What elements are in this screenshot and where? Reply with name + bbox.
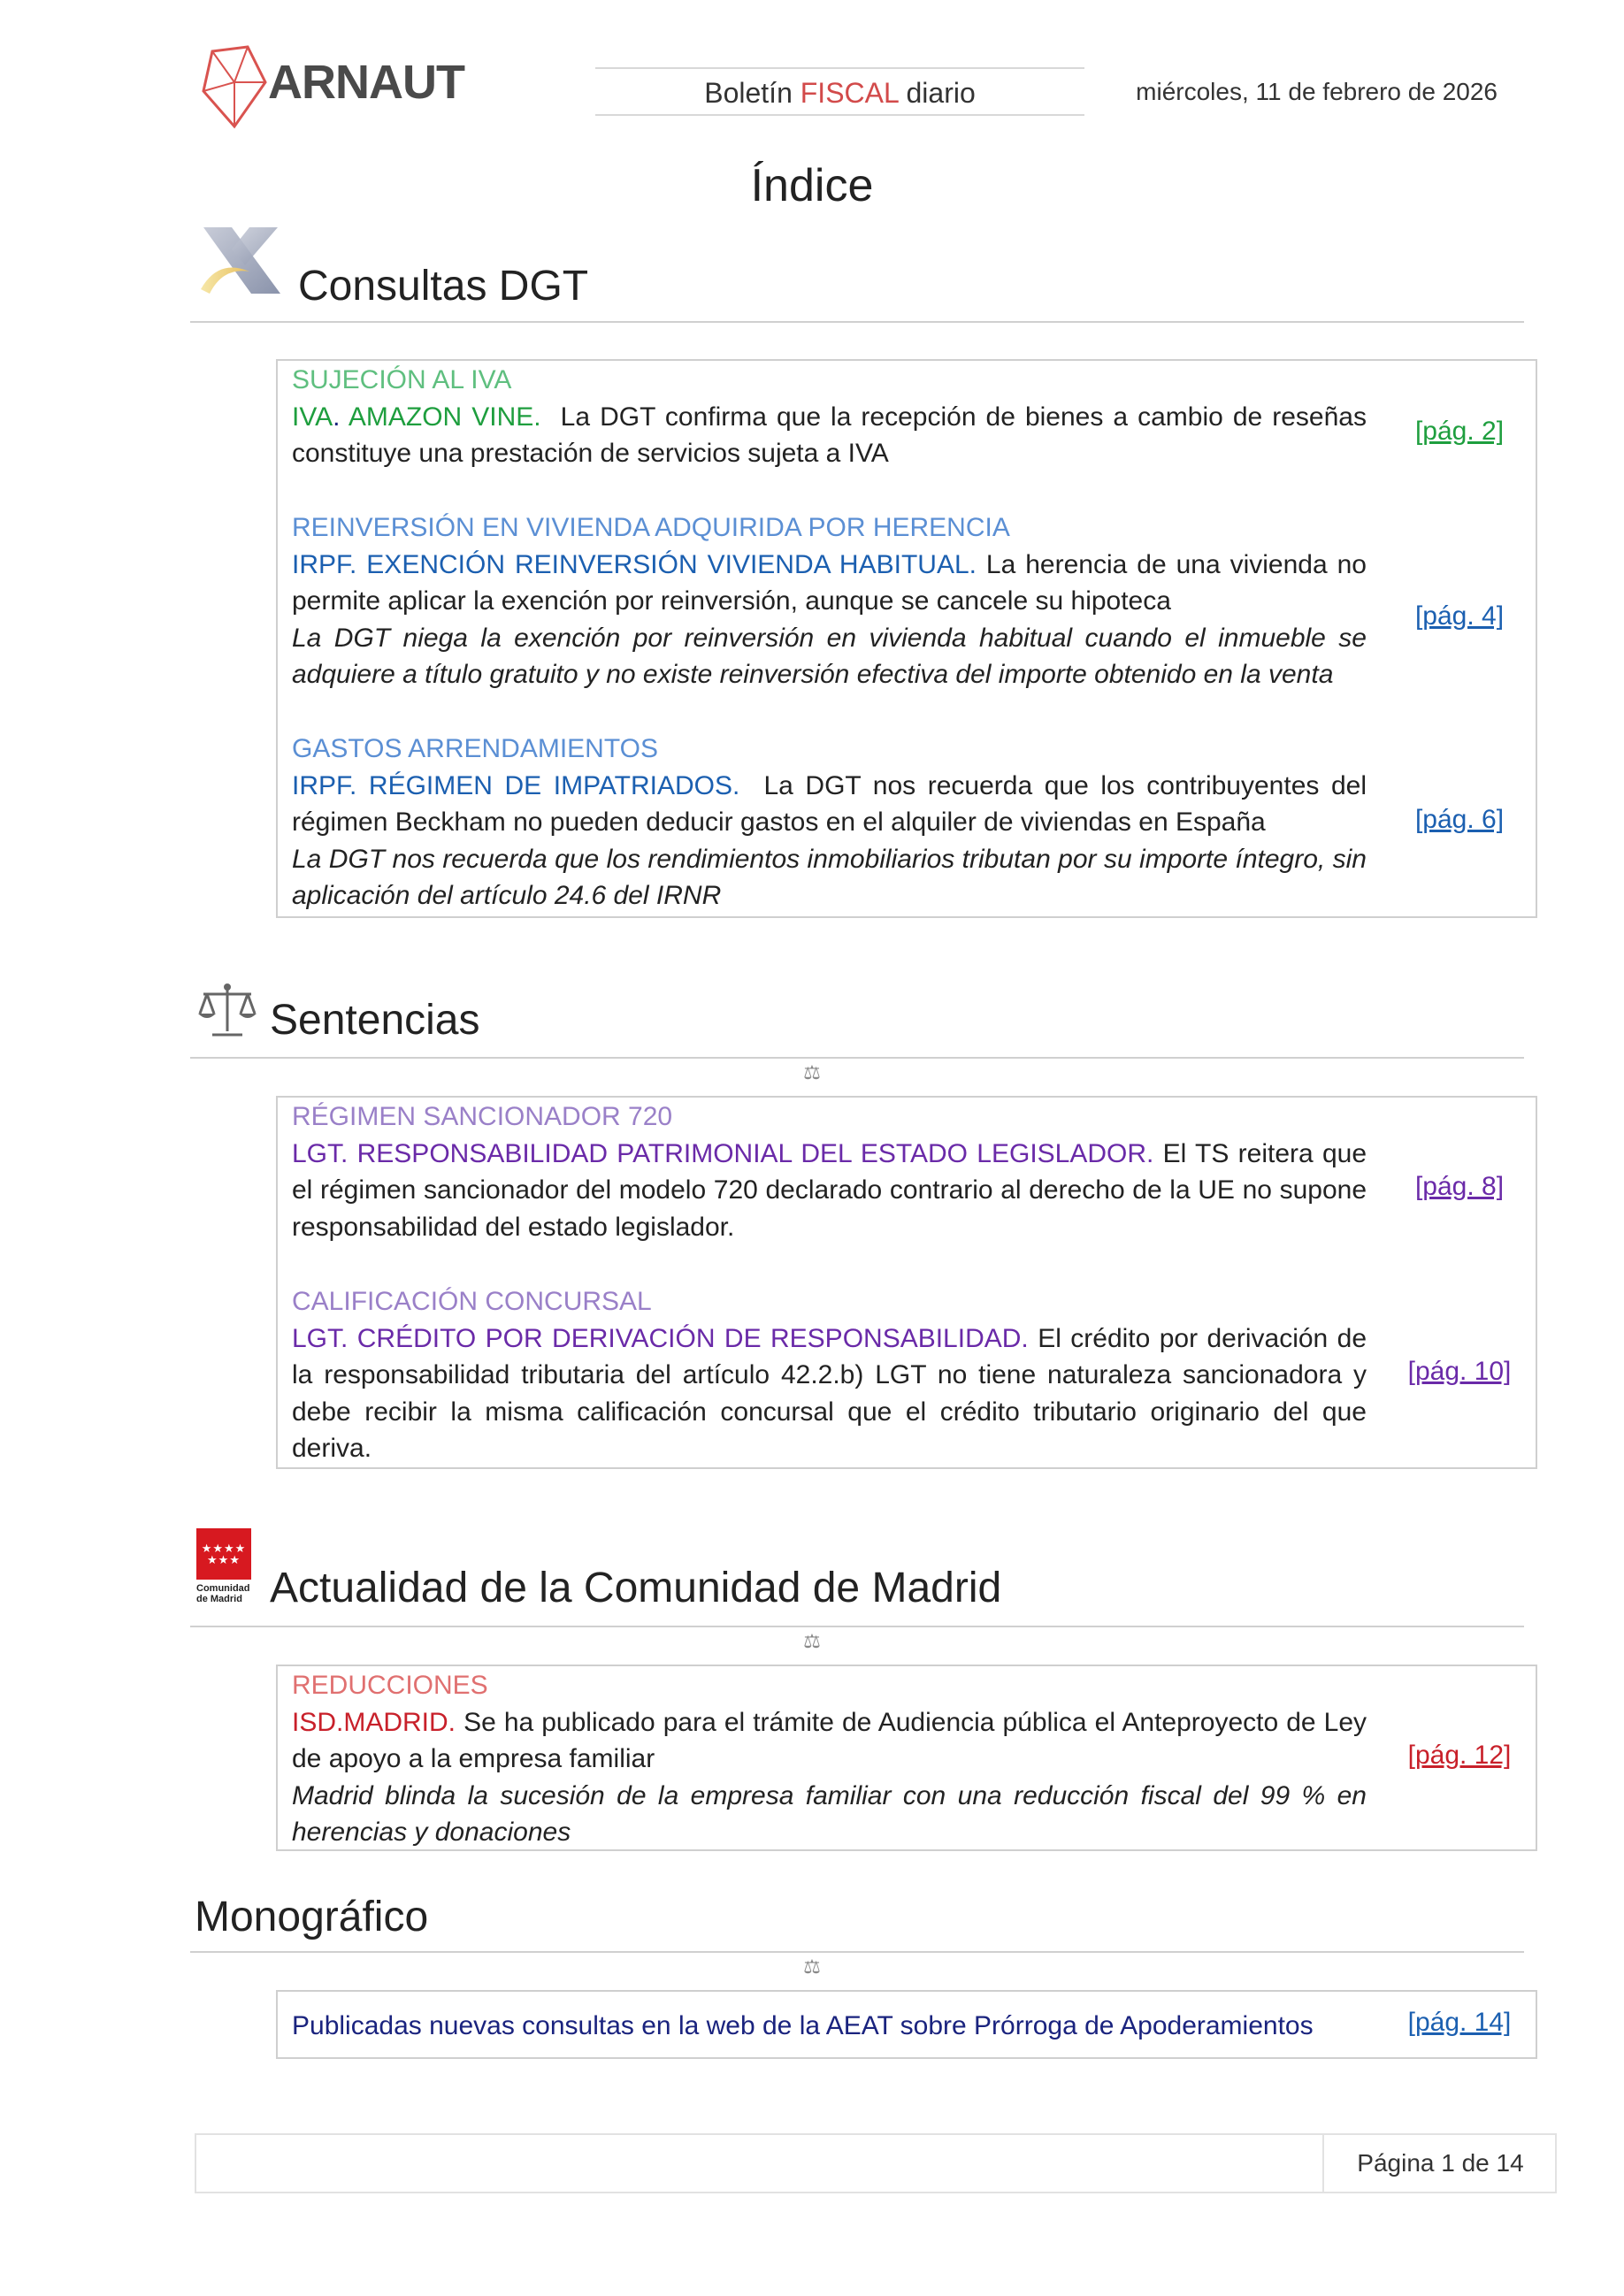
flag-red-field <box>196 1528 251 1580</box>
list-item <box>292 1667 1367 1851</box>
logo-text: ARNAUT <box>268 56 464 109</box>
entry-category: REINVERSIÓN EN VIVIENDA ADQUIRIDA POR HERENCIA <box>292 513 1010 542</box>
list-item: SUJECIÓN AL IVA IVA. AMAZON VINE. La DGT confirma que la recepción de bienes a cambio de reseñas constituye una prestación de servicios sujeta a IVA <box>292 362 1367 472</box>
divider-scales-icon: ⚖ <box>803 1630 821 1652</box>
list-item <box>292 731 1367 915</box>
entry-text: La DGT confirma que la recepción de bienes a cambio de reseñas constituye una prestación de servicios sujeta a IVA <box>292 402 1367 468</box>
entry-lead: LGT. CRÉDITO POR DERIVACIÓN DE RESPONSABILIDAD. <box>292 1323 1029 1353</box>
page-link[interactable]: [pág. 4] <box>1414 601 1505 631</box>
entry-text: La herencia de una vivienda no permite aplicar la exención por reinversión, aunque se cancele su hipoteca <box>292 549 1367 616</box>
section-title-monografico: Monográfico <box>195 1894 429 1940</box>
entry-category: GASTOS ARRENDAMIENTOS <box>292 734 658 763</box>
aeat-logo-icon <box>196 223 285 301</box>
page-link[interactable]: [pág. 2] <box>1414 417 1505 446</box>
entry-italic: La DGT niega la exención por reinversión en vivienda habitual cuando el inmueble se adquiere a título gratuito y no existe reinversión efectiva del importe obtenido en la venta <box>292 623 1367 689</box>
section-divider <box>190 1951 1524 1953</box>
entry-text: Se ha publicado para el trámite de Audiencia pública el Anteproyecto de Ley de apoyo a la empresa familiar <box>292 1707 1367 1773</box>
page-link[interactable]: [pág. 6] <box>1414 805 1505 834</box>
entry-text: La DGT nos recuerda que los contribuyentes del régimen Beckham no pueden deducir gastos en el alquiler de viviendas en España <box>292 770 1367 837</box>
entry-text: El crédito por derivación de la responsabilidad tributaria del artículo 42.2.b) LGT no tiene naturaleza sancionadora y debe recibir la misma calificación concursal que el crédito tributario originario del que deriva. <box>292 1323 1367 1463</box>
section-title-madrid: Actualidad de la Comunidad de Madrid <box>270 1565 1002 1611</box>
flag-caption: Comunidad de Madrid <box>196 1583 250 1604</box>
entry-italic: Madrid blinda la sucesión de la empresa familiar con una reducción fiscal del 99 % en herencias y donaciones <box>292 1780 1367 1847</box>
section-divider <box>190 1057 1524 1059</box>
bulletin-title: Boletín FISCAL diario <box>595 67 1084 116</box>
entry-category: CALIFICACIÓN CONCURSAL <box>292 1287 652 1316</box>
page-link[interactable]: [pág. 10] <box>1407 1357 1512 1386</box>
list-item <box>292 509 1367 693</box>
section-divider <box>190 321 1524 323</box>
page-number: Página 1 de 14 <box>1357 2149 1524 2177</box>
divider-scales-icon: ⚖ <box>803 1061 821 1083</box>
list-item <box>292 1098 1367 1245</box>
comunidad-madrid-flag-icon <box>196 1528 255 1608</box>
entry-italic: La DGT nos recuerda que los rendimientos inmobiliarios tributan por su importe íntegro, sin aplicación del artículo 24.6 del IRNR <box>292 844 1367 910</box>
divider-scales-icon: ⚖ <box>803 1955 821 1978</box>
entry-lead-a: IVA <box>292 402 333 432</box>
entry-lead-b: AMAZON VINE. <box>340 402 541 432</box>
scales-icon <box>196 982 258 1040</box>
list-item: Publicadas nuevas consultas en la web de la AEAT sobre Prórroga de Apoderamientos <box>292 2011 1314 2040</box>
stars-icon: ★★★★ ★★★ <box>201 1542 247 1566</box>
company-logo <box>199 42 270 131</box>
entry-lead: IRPF. RÉGIMEN DE IMPATRIADOS. <box>292 770 740 800</box>
page-link[interactable]: [pág. 12] <box>1407 1741 1512 1770</box>
bulletin-date: miércoles, 11 de febrero de 2026 <box>1136 78 1498 105</box>
entry-lead: LGT. RESPONSABILIDAD PATRIMONIAL DEL ESTADO LEGISLADOR. <box>292 1138 1154 1168</box>
entry-lead: IRPF. EXENCIÓN REINVERSIÓN VIVIENDA HABITUAL. <box>292 549 977 579</box>
page-link[interactable]: [pág. 14] <box>1407 2008 1512 2037</box>
entry-category: REDUCCIONES <box>292 1671 488 1700</box>
page-title: Índice <box>750 160 874 211</box>
entry-lead: ISD.MADRID. <box>292 1707 456 1737</box>
entry-text: El TS reitera que el régimen sancionador del modelo 720 declarado contrario al derecho de la UE no supone responsabilidad del estado legislador. <box>292 1138 1367 1242</box>
section-title-sentencias: Sentencias <box>270 997 480 1044</box>
entry-category: RÉGIMEN SANCIONADOR 720 <box>292 1102 673 1131</box>
section-title-consultas-dgt: Consultas DGT <box>298 263 589 310</box>
entry-category: SUJECIÓN AL IVA <box>292 365 512 394</box>
list-item <box>292 1283 1367 1467</box>
arnaut-crystal-icon <box>199 42 270 131</box>
section-divider <box>190 1626 1524 1627</box>
page-link[interactable]: [pág. 8] <box>1414 1172 1505 1201</box>
